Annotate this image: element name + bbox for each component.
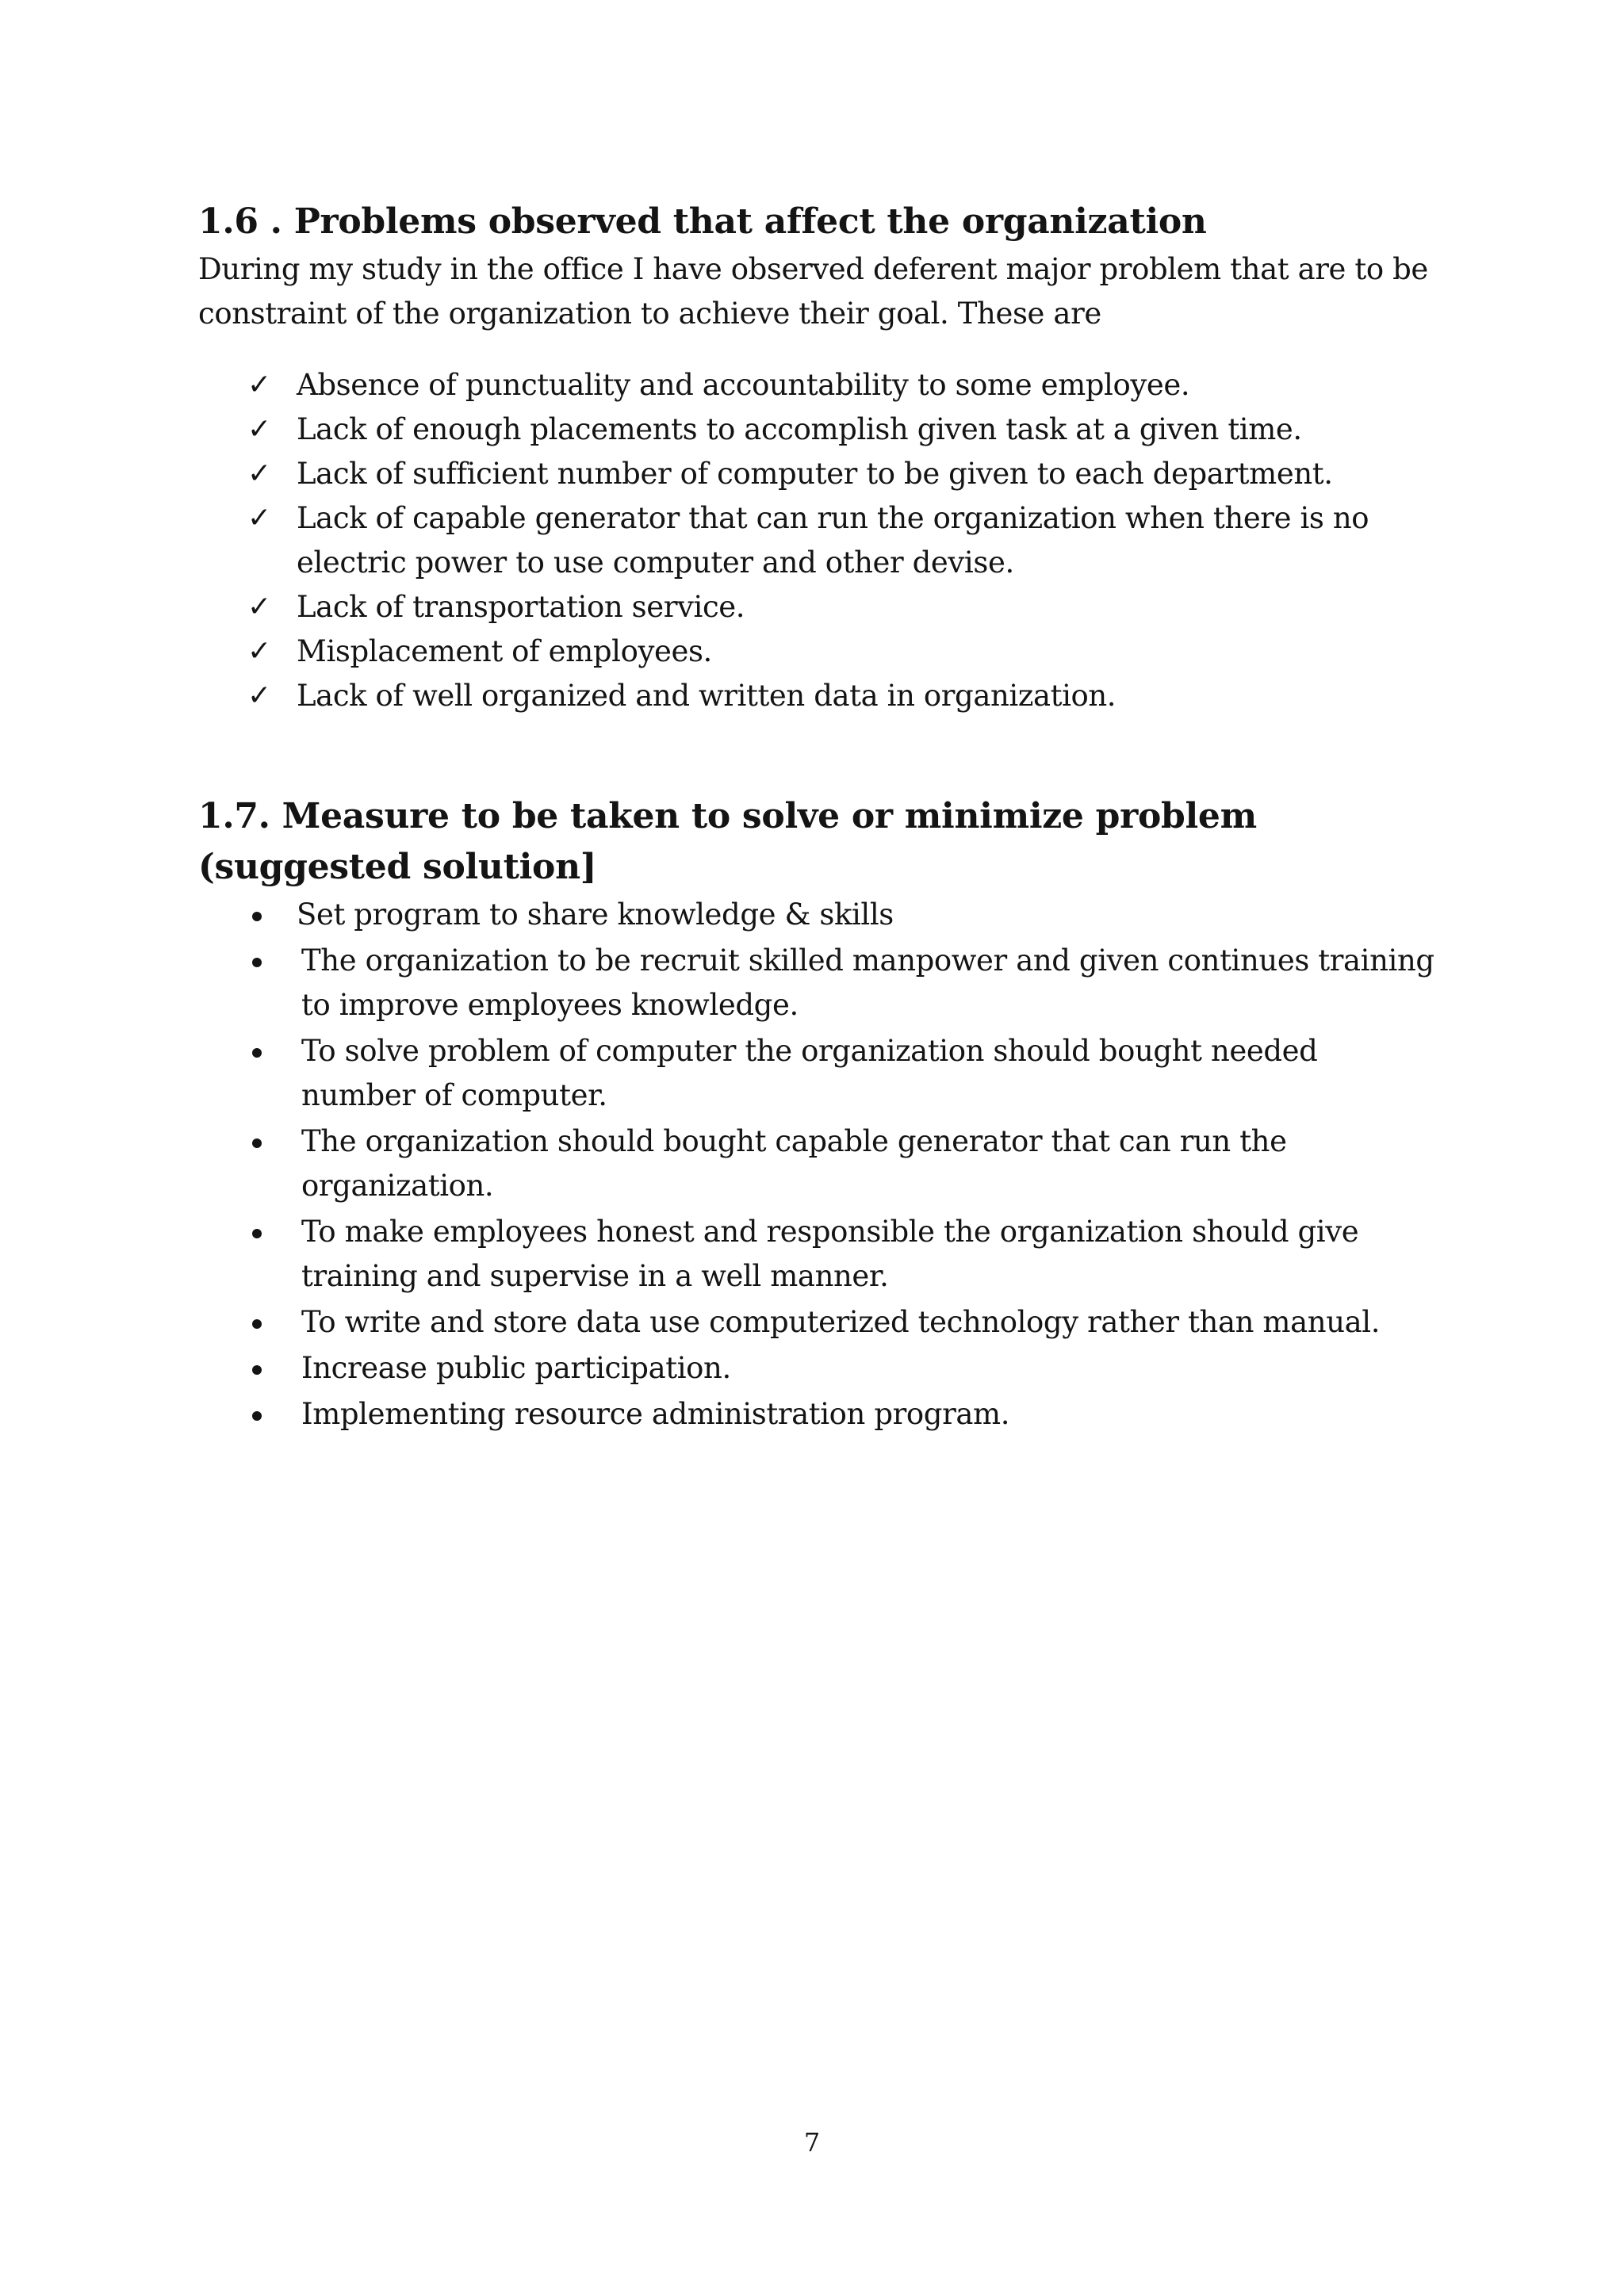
bullet-dot-icon — [252, 912, 262, 921]
bullet-dot-icon — [252, 1048, 262, 1058]
list-item: Set program to share knowledge & skills — [198, 893, 1435, 937]
bullet-dot-icon — [252, 1229, 262, 1238]
bullet-dot-icon — [252, 1319, 262, 1329]
section-intro: During my study in the office I have observed deferent major problem that are to be constraint of the organization to achieve their goal. These are — [198, 252, 1428, 331]
check-mark-icon: ✓ — [247, 679, 271, 712]
bullet-dot-icon — [252, 1411, 262, 1421]
problems-list — [198, 363, 1435, 718]
list-item: The organization to be recruit skilled manpower and given continues training to improve employees knowledge. — [198, 939, 1435, 1027]
page-content — [198, 197, 1435, 1438]
section-heading-problems: 1.6 . Problems observed that affect the organization — [198, 201, 1207, 242]
list-item: ✓ Absence of punctuality and accountability to some employee. — [198, 363, 1435, 408]
list-item: ✓ Lack of well organized and written data in organization. — [198, 674, 1435, 718]
list-item: ✓ Lack of capable generator that can run the organization when there is no electric power to use computer and other devise. — [198, 496, 1435, 585]
check-mark-icon: ✓ — [247, 591, 271, 623]
check-mark-icon: ✓ — [247, 502, 271, 534]
check-mark-icon: ✓ — [247, 369, 271, 401]
check-mark-icon: ✓ — [247, 635, 271, 668]
list-item: ✓ Lack of sufficient number of computer to be given to each department. — [198, 452, 1435, 496]
bullet-dot-icon — [252, 958, 262, 967]
list-item: To solve problem of computer the organization should bought needed number of computer. — [198, 1029, 1435, 1118]
check-mark-icon: ✓ — [247, 457, 271, 490]
section-heading-measures: 1.7. Measure to be taken to solve or minimize problem (suggested solution] — [198, 796, 1257, 887]
list-item: To write and store data use computerized technology rather than manual. — [198, 1300, 1435, 1345]
bullet-dot-icon — [252, 1138, 262, 1148]
list-item: ✓ Lack of transportation service. — [198, 585, 1435, 629]
page-number: 7 — [803, 2127, 821, 2157]
list-item: To make employees honest and responsible the organization should give training and supervise in a well manner. — [198, 1210, 1435, 1299]
measures-list — [198, 893, 1435, 1437]
list-item: The organization should bought capable generator that can run the organization. — [198, 1119, 1435, 1208]
list-item: Increase public participation. — [198, 1346, 1435, 1391]
bullet-dot-icon — [252, 1365, 262, 1375]
list-item: ✓ Misplacement of employees. — [198, 629, 1435, 674]
list-item: ✓ Lack of enough placements to accomplish given task at a given time. — [198, 408, 1435, 452]
check-mark-icon: ✓ — [247, 413, 271, 446]
list-item: Implementing resource administration program. — [198, 1392, 1435, 1437]
